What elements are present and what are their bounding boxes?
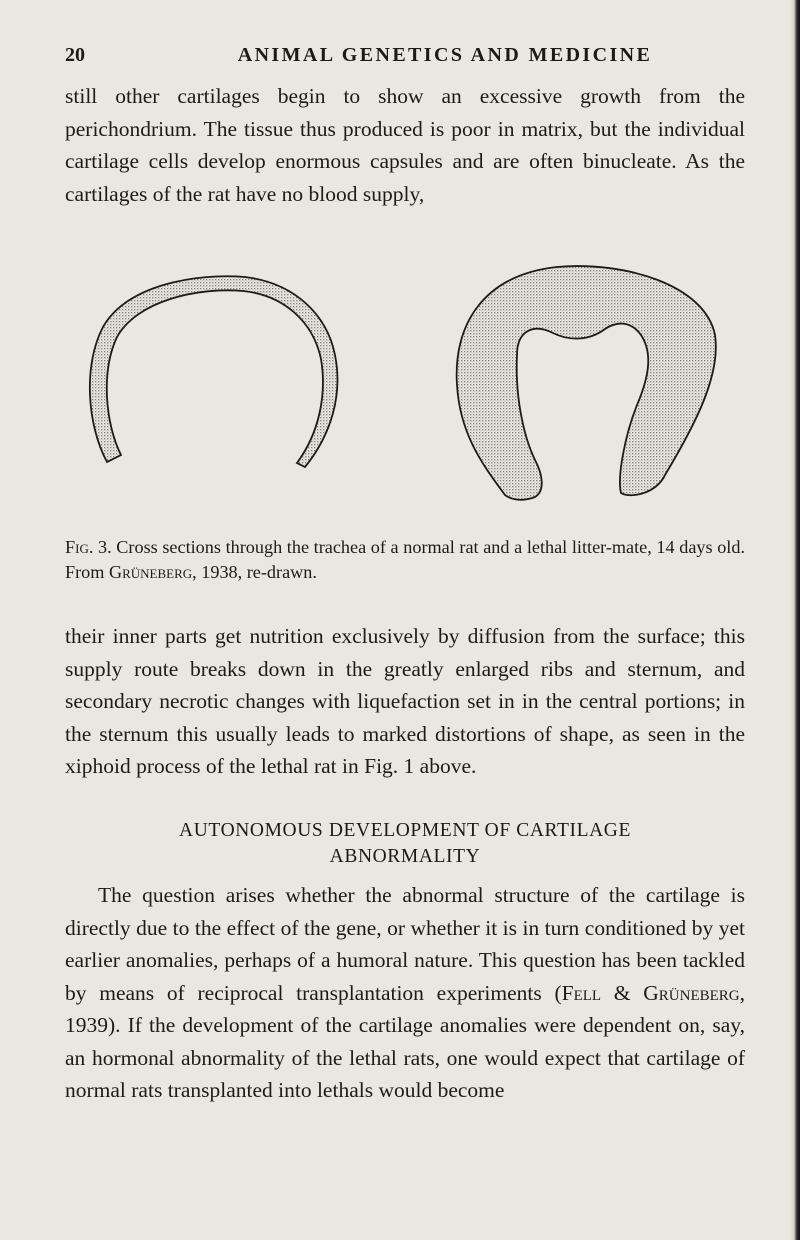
paragraph-3 [65,879,745,1107]
section-heading-line-2: ABNORMALITY [329,846,481,867]
lethal-trachea-section [457,266,716,500]
caption-text-after: , 1938, re-drawn. [192,562,317,582]
citation-ampersand: & [601,980,644,1005]
citation-author-gruneberg: Grüneberg [643,980,740,1005]
page-number: 20 [65,44,85,66]
caption-label: Fig. 3. [65,537,112,557]
normal-trachea-section [90,276,338,467]
trachea-cross-sections [65,255,745,515]
page-edge-shadow [790,0,800,1240]
caption-author: Grüneberg [108,562,193,582]
figure-3 [65,255,745,515]
p3-text-after: , 1939). If the development of the cartilage anomalies were dependent on, say, an hormonal abnormality of the lethal rats, one would expect that cartilage of normal rats transplanted into lethals would become [65,980,745,1102]
paragraph-2: their inner parts get nutrition exclusively by diffusion from the surface; this supply route breaks down in the greatly enlarged ribs and sternum, and secondary necrotic changes with liquefaction set in in the central portions; in the sternum this usually leads to marked distortions of shape, as seen in the xiphoid process of the lethal rat in Fig. 1 above. [65,624,745,778]
p3-text-before: The question arises whether the abnormal structure of the cartilage is directly due to the effect of the gene, or whether it is in turn conditioned by yet earlier anomalies, perhaps of a humoral nature. This question has been tackled by means of reciprocal transplantation experiments ( [65,883,745,1005]
paragraph-1: still other cartilages begin to show an excessive growth from the perichondrium. The tissue thus produced is poor in matrix, but the individual cartilage cells develop enormous capsules and are often binucleate. As the cartilages of the rat have no blood supply, [65,84,745,206]
running-title: ANIMAL GENETICS AND MEDICINE [237,44,653,66]
citation-author-fell: Fell [561,980,602,1005]
section-heading [65,818,745,870]
section-heading-line-1: AUTONOMOUS DEVELOPMENT OF CARTILAGE [179,820,631,841]
running-header [65,44,745,67]
caption-text-before: Cross sections through the trachea of a normal rat and a lethal litter-mate, 14 days old. From [65,537,745,582]
figure-caption [65,535,745,585]
